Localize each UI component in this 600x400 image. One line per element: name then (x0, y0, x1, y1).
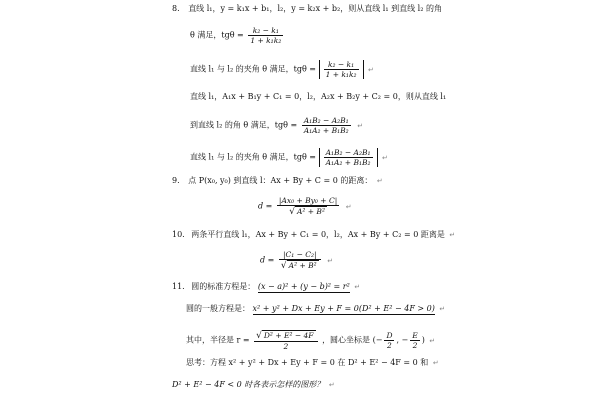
standard-eq-label: 圆的标准方程是： (191, 282, 256, 291)
absolute-value (319, 148, 378, 167)
paragraph-mark: ↵ (328, 381, 335, 389)
item-10-formula (260, 250, 333, 271)
absolute-value (319, 60, 364, 79)
paragraph-mark: ↵ (439, 305, 446, 313)
item-8-to-line (190, 116, 363, 135)
fraction-numerator: D (386, 331, 393, 340)
fraction-denominator: 2 (283, 342, 289, 351)
fraction-denominator: 2 (387, 341, 392, 350)
sqrt-sign: √ (280, 261, 287, 271)
fraction-denominator: 1 + k₁k₂ (325, 70, 357, 79)
sqrt-radicand: A² + B² (288, 261, 317, 270)
item-9-formula (258, 196, 352, 217)
general-line-text: 直线 l₁，A₁x + B₁y + C₁ = 0，l₂，A₂x + B₂y + C₂ = 0，则从直线 l₁ (190, 92, 447, 101)
fraction-k (248, 26, 283, 45)
paragraph-mark: ↵ (345, 202, 352, 211)
fraction-numerator (254, 330, 317, 342)
think-text: 思考：方程 x² + y² + Dx + Ey + F = 0 在 D² + E² − 4F = 0 和 (186, 358, 429, 367)
paragraph-mark: ↵ (432, 359, 439, 367)
radius-label: 其中，半径是 r = (186, 335, 250, 345)
to-line-label: 到直线 l₂ 的角 θ 满足，tgθ = (190, 120, 298, 130)
paragraph-mark: ↵ (354, 283, 361, 291)
item-8-text: 直线 l₁，y = k₁x + b₁，l₂，y = k₂x + b₂，则从直线 l₁ 到直线 l₂ 的角 (188, 4, 442, 13)
fraction-denominator (279, 260, 321, 271)
distance-fraction (277, 196, 339, 217)
center-x-fraction (384, 331, 394, 350)
sqrt-sign: √ (256, 331, 262, 341)
think-line-2 (172, 380, 335, 390)
item-8-number: 8. (172, 4, 180, 13)
center-label: ，圆心坐标是 (322, 335, 371, 345)
fraction-k-abs (324, 60, 359, 79)
angle-label: 直线 l₁ 与 l₂ 的夹角 θ 满足，tgθ = (190, 64, 317, 74)
paragraph-mark: ↵ (357, 121, 364, 130)
center-open: (− (372, 335, 383, 345)
think-line (186, 358, 439, 368)
fraction-numerator: A₁B₂ − A₂B₁ (303, 116, 349, 125)
item-8-angle-line (190, 60, 374, 79)
fraction-numerator: A₁B₂ − A₂B₁ (325, 148, 371, 157)
fraction-denominator (277, 206, 339, 217)
item-8-line-1 (172, 4, 442, 14)
paragraph-mark: ↵ (429, 336, 436, 345)
item-9-text: 点 P(x₀, y₀) 到直线 l：Ax + By + C = 0 的距离： (188, 176, 373, 185)
fraction-ab (302, 116, 351, 135)
fraction-denominator: 1 + k₁k₂ (250, 36, 282, 45)
angle-label-2: 直线 l₁ 与 l₂ 的夹角 θ 满足，tgθ = (190, 152, 317, 162)
center-separator: , − (396, 335, 409, 345)
general-equation: x² + y² + Dx + Ey + F = 0(D² + E² − 4F > 0) (252, 304, 435, 313)
theta-label: θ 满足，tgθ = (190, 30, 244, 40)
item-9-number: 9. (172, 176, 180, 185)
item-10-line (172, 230, 455, 240)
fraction-numerator: |Ax₀ + By₀ + C| (278, 196, 338, 205)
fraction-denominator: A₁A₂ + B₁B₂ (325, 158, 371, 167)
d-label: d = (258, 201, 273, 211)
item-10-number: 10. (172, 230, 185, 239)
parallel-distance-fraction (279, 250, 321, 271)
paragraph-mark: ↵ (368, 65, 374, 74)
fraction-numerator: k₂ − k₁ (248, 26, 283, 36)
fraction-numerator: |C₁ − C₂| (279, 250, 321, 260)
fraction-denominator: A₁A₂ + B₁B₂ (303, 126, 349, 135)
standard-equation: (x − a)² + (y − b)² = r² (257, 282, 350, 291)
center-close: ) (421, 335, 425, 345)
paragraph-mark: ↵ (449, 231, 456, 239)
item-8-angle-line-2 (190, 148, 388, 167)
item-8-general-line (190, 92, 446, 102)
fraction-ab-abs (324, 148, 373, 167)
sqrt-radicand: A² + B² (296, 207, 325, 216)
paragraph-mark: ↵ (327, 256, 334, 265)
item-11-number: 11. (172, 282, 185, 291)
radius-center-line (186, 330, 435, 351)
item-11-line (172, 282, 360, 292)
think-text-2: D² + E² − 4F < 0 时各表示怎样的图形？ (172, 380, 325, 389)
general-eq-label: 圆的一般方程是： (186, 304, 250, 313)
item-10-text: 两条平行直线 l₁，Ax + By + C₁ = 0，l₂，Ax + By + C₂ = 0 距离是 (191, 230, 445, 239)
item-9-line (172, 176, 383, 186)
paragraph-mark: ↵ (376, 177, 383, 185)
fraction-numerator: E (412, 331, 418, 340)
item-8-theta-line (190, 26, 285, 45)
center-y-fraction (410, 331, 419, 350)
fraction-denominator: 2 (412, 341, 418, 350)
sqrt-radicand: D² + E² − 4F (263, 331, 314, 340)
d-label: d = (260, 255, 275, 265)
sqrt-sign: √ (289, 207, 295, 217)
fraction-numerator: k₂ − k₁ (324, 60, 359, 70)
paragraph-mark: ↵ (382, 153, 388, 162)
general-eq-line (186, 304, 445, 314)
radius-fraction (254, 330, 317, 351)
